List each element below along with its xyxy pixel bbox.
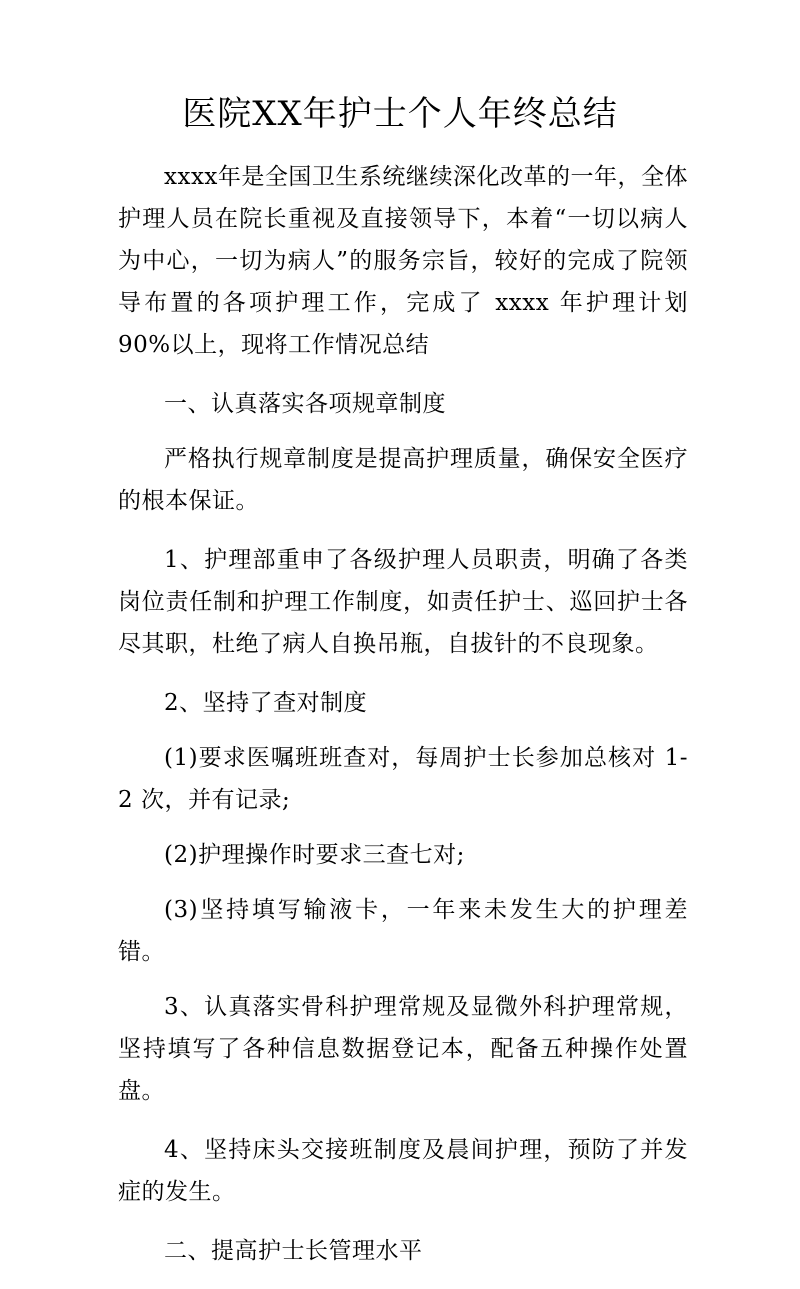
- section-heading-1: 一、认真落实各项规章制度: [164, 391, 446, 417]
- paragraph-item-4: 4、坚持床头交接班制度及晨间护理，预防了并发症的发生。: [118, 1137, 688, 1205]
- intro-paragraph: xxxx年是全国卫生系统继续深化改革的一年，全体护理人员在院长重视及直接领导下，本着“一切以病人为中心，一切为病人”的服务宗旨，较好的完成了院领导布置的各项护理工作，完成了 xxxx 年护理计划 90%以上，现将工作情况总结: [118, 164, 688, 358]
- paragraph-item-1: 1、护理部重申了各级护理人员职责，明确了各类岗位责任制和护理工作制度，如责任护士、巡回护士各尽其职，杜绝了病人自换吊瓶，自拔针的不良现象。: [118, 547, 688, 657]
- document-title: 医院XX年护士个人年终总结: [182, 94, 618, 134]
- paragraph-subitem-1: (1)要求医嘱班班查对，每周护士长参加总核对 1-2 次，并有记录;: [118, 745, 688, 813]
- paragraph-subitem-3: (3)坚持填写输液卡，一年来未发生大的护理差错。: [118, 897, 688, 965]
- paragraph-subitem-2: (2)护理操作时要求三查七对;: [164, 842, 465, 868]
- section-heading-2: 二、提高护士长管理水平: [164, 1238, 423, 1264]
- document-body: [118, 156, 688, 1289]
- paragraph-item-3: 3、认真落实骨科护理常规及显微外科护理常规，坚持填写了各种信息数据登记本，配备五种操作处置盘。: [118, 994, 688, 1104]
- paragraph-item-2: 2、坚持了查对制度: [164, 690, 368, 716]
- paragraph-regulations: 严格执行规章制度是提高护理质量，确保安全医疗的根本保证。: [118, 446, 688, 514]
